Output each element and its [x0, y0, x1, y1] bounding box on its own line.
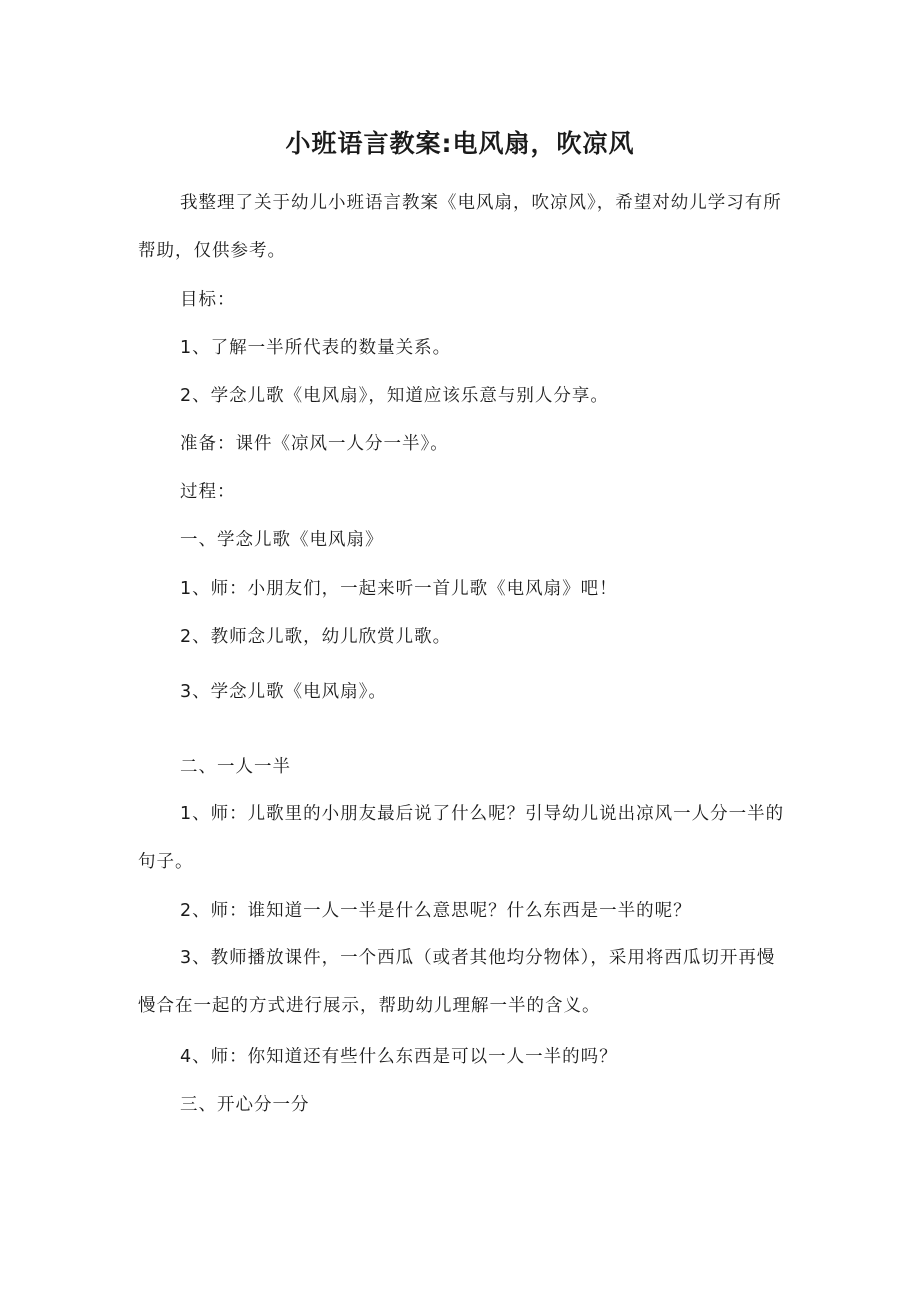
section-heading: 二、一人一半 — [180, 757, 291, 777]
section-item: 4、师：你知道还有些什么东西是可以一人一半的吗？ — [180, 1047, 618, 1067]
section-heading: 一、学念儿歌《电风扇》 — [180, 530, 384, 550]
intro-paragraph: 我整理了关于幼儿小班语言教案《电风扇，吹凉风》，希望对幼儿学习有所帮助，仅供参考。 — [138, 193, 782, 261]
section-item: 3、学念儿歌《电风扇》。 — [180, 682, 387, 702]
section-item: 2、教师念儿歌，幼儿欣赏儿歌。 — [180, 627, 452, 647]
document-title: 小班语言教案:电风扇，吹凉风 — [285, 129, 635, 158]
section-item: 1、师：儿歌里的小朋友最后说了什么呢？引导幼儿说出凉风一人分一半的句子。 — [138, 804, 785, 872]
goal-heading: 目标： — [180, 290, 236, 310]
section-item: 3、教师播放课件，一个西瓜（或者其他均分物体），采用将西瓜切开再慢慢合在一起的方式进行展示，帮助幼儿理解一半的含义。 — [138, 948, 776, 1016]
section-item: 1、师：小朋友们，一起来听一首儿歌《电风扇》吧！ — [180, 579, 618, 599]
process-heading: 过程： — [180, 482, 236, 502]
section-heading: 三、开心分一分 — [180, 1095, 310, 1115]
goal-item: 2、学念儿歌《电风扇》，知道应该乐意与别人分享。 — [180, 386, 609, 406]
preparation-line: 准备：课件《凉风一人分一半》。 — [180, 434, 449, 454]
section-item: 2、师：谁知道一人一半是什么意思呢？什么东西是一半的呢？ — [180, 901, 692, 921]
goal-item: 1、了解一半所代表的数量关系。 — [180, 338, 452, 358]
